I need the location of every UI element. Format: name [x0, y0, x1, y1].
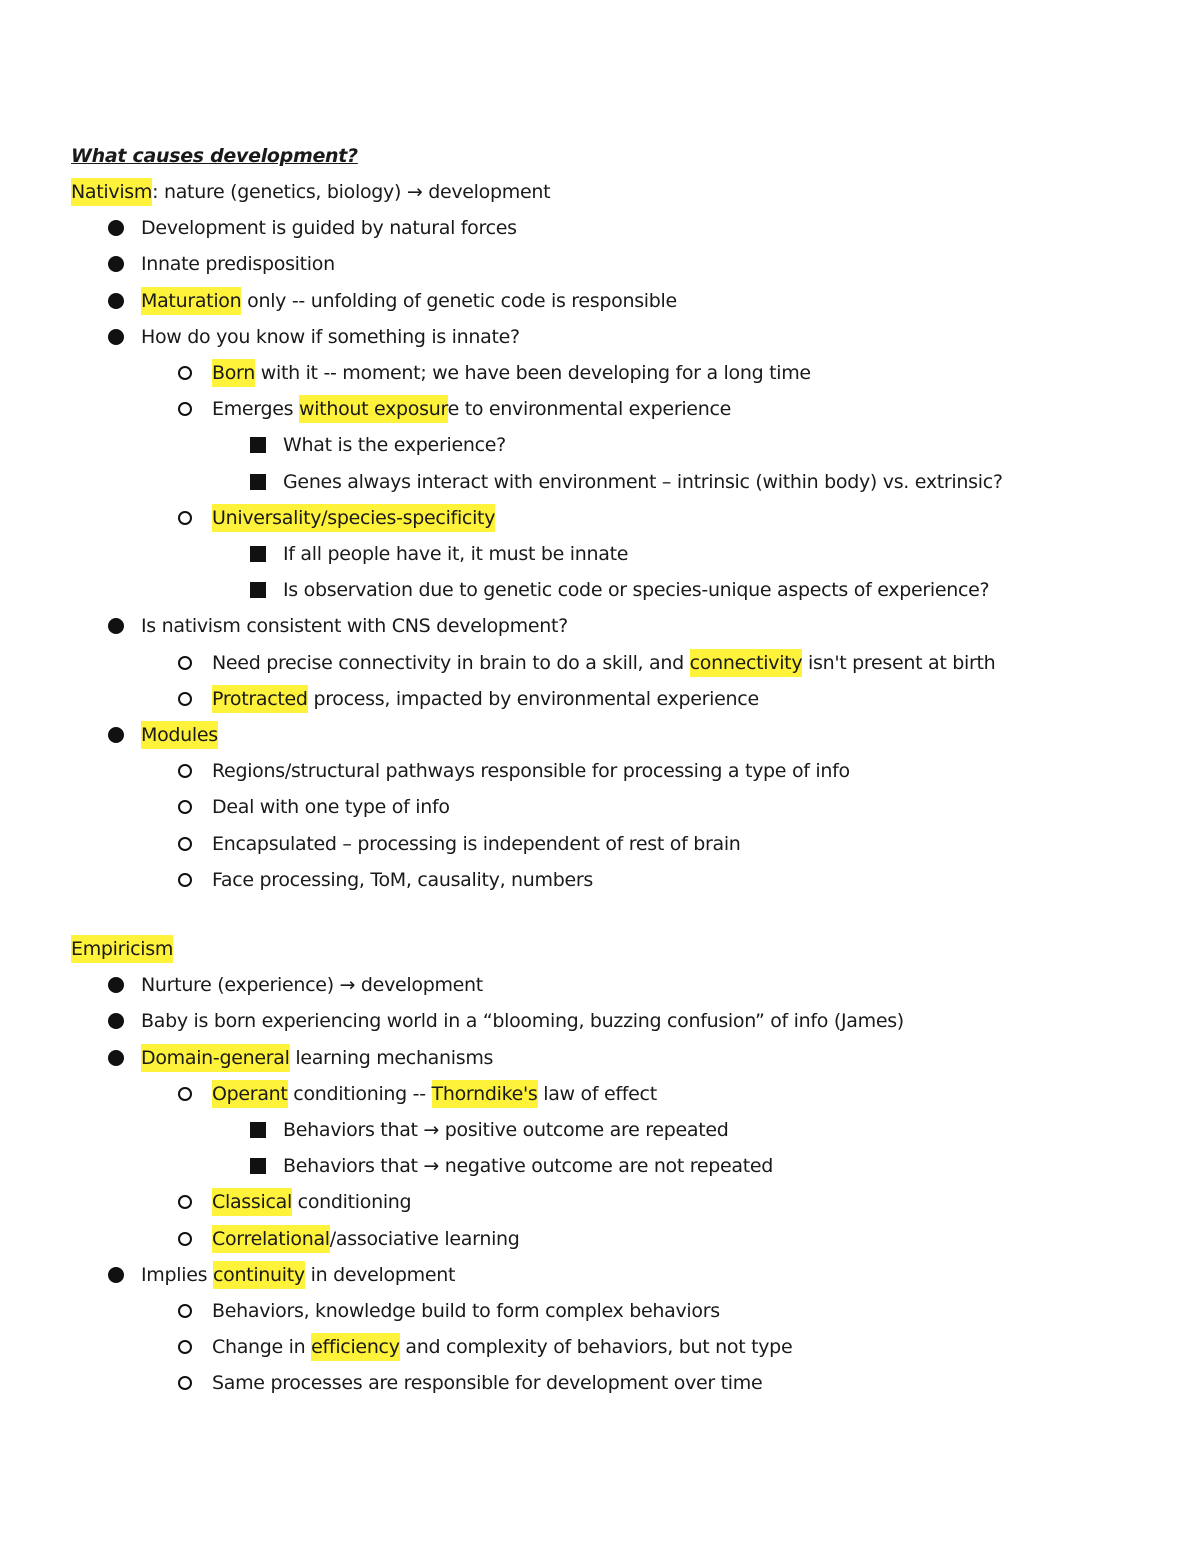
text-segment: Change in: [212, 1336, 312, 1358]
line-text: [212, 1221, 520, 1257]
text-segment: Need precise connectivity in brain to do a skill, and: [212, 652, 690, 674]
text-segment: Face processing, ToM, causality, numbers: [212, 869, 594, 891]
highlighted-term: Domain-general: [141, 1044, 290, 1072]
bullet-icon: [108, 210, 124, 246]
line-text: [141, 1257, 455, 1293]
filled-square-icon: [250, 582, 266, 598]
bullet-icon: [250, 1148, 266, 1184]
line-text: [212, 355, 811, 391]
hollow-circle-icon: [178, 656, 192, 670]
bullet-icon: [178, 826, 192, 862]
text-segment: learning mechanisms: [289, 1047, 494, 1069]
filled-circle-icon: [108, 329, 124, 345]
highlighted-term: Modules: [141, 721, 218, 749]
hollow-circle-icon: [178, 800, 192, 814]
filled-square-icon: [250, 437, 266, 453]
text-segment: Baby is born experiencing world in a “blooming, buzzing confusion” of info (James): [141, 1010, 904, 1032]
highlighted-term: connectivity: [690, 649, 803, 677]
line-text: [283, 536, 628, 572]
text-segment: : nature (genetics, biology) → development: [152, 181, 551, 203]
highlighted-term: Born: [212, 359, 255, 387]
text-segment: Is observation due to genetic code or species-unique aspects of experience?: [283, 579, 990, 601]
line-text: [212, 645, 995, 681]
bullet-icon: [108, 967, 124, 1003]
text-segment: conditioning: [291, 1191, 412, 1213]
line-text: [141, 319, 520, 355]
bullet-icon: [178, 1293, 192, 1329]
line-text: [141, 608, 568, 644]
text-segment: /associative learning: [329, 1228, 520, 1250]
highlighted-term: without exposur: [299, 395, 448, 423]
highlighted-term: continuity: [213, 1261, 305, 1289]
line-text: [141, 1040, 493, 1076]
page-heading: [71, 138, 358, 174]
text-segment: e to environmental experience: [447, 398, 731, 420]
highlighted-term: Classical: [212, 1188, 292, 1216]
hollow-circle-icon: [178, 511, 192, 525]
text-segment: If all people have it, it must be innate: [283, 543, 629, 565]
text-segment: Same processes are responsible for development over time: [212, 1372, 763, 1394]
highlighted-term: Correlational: [212, 1225, 330, 1253]
bullet-icon: [178, 500, 192, 536]
hollow-circle-icon: [178, 764, 192, 778]
filled-square-icon: [250, 1158, 266, 1174]
text-segment: in development: [304, 1264, 456, 1286]
filled-circle-icon: [108, 293, 124, 309]
filled-circle-icon: [108, 977, 124, 993]
bullet-icon: [178, 1076, 192, 1112]
bullet-icon: [250, 464, 266, 500]
text-segment: and complexity of behaviors, but not type: [399, 1336, 793, 1358]
filled-circle-icon: [108, 256, 124, 272]
bullet-icon: [178, 862, 192, 898]
text-segment: conditioning --: [287, 1083, 432, 1105]
line-text: [212, 681, 759, 717]
highlighted-term: Thorndike's: [432, 1080, 538, 1108]
heading-text: What causes development?: [71, 145, 358, 167]
line-text: [141, 967, 483, 1003]
bullet-icon: [250, 572, 266, 608]
line-text: [212, 500, 495, 536]
hollow-circle-icon: [178, 1087, 192, 1101]
hollow-circle-icon: [178, 1376, 192, 1390]
hollow-circle-icon: [178, 402, 192, 416]
text-segment: Regions/structural pathways responsible for processing a type of info: [212, 760, 850, 782]
hollow-circle-icon: [178, 1195, 192, 1209]
highlighted-term: Empiricism: [71, 935, 173, 963]
text-segment: process, impacted by environmental experience: [307, 688, 759, 710]
highlighted-term: Universality/species-specificity: [212, 504, 495, 532]
line-text: [141, 283, 677, 319]
filled-circle-icon: [108, 1050, 124, 1066]
bullet-icon: [178, 681, 192, 717]
line-text: [141, 717, 218, 753]
filled-square-icon: [250, 1122, 266, 1138]
text-segment: Behaviors that → positive outcome are repeated: [283, 1119, 729, 1141]
line-text: [212, 1329, 792, 1365]
hollow-circle-icon: [178, 1304, 192, 1318]
filled-circle-icon: [108, 220, 124, 236]
bullet-icon: [178, 391, 192, 427]
text-segment: Behaviors that → negative outcome are not repeated: [283, 1155, 774, 1177]
line-text: [212, 862, 593, 898]
line-text: [212, 753, 850, 789]
text-segment: Nurture (experience) → development: [141, 974, 483, 996]
text-segment: Is nativism consistent with CNS development?: [141, 615, 568, 637]
bullet-icon: [178, 789, 192, 825]
bullet-icon: [108, 1003, 124, 1039]
text-segment: isn't present at birth: [802, 652, 996, 674]
text-segment: Emerges: [212, 398, 299, 420]
line-text: [141, 210, 517, 246]
bullet-icon: [178, 1329, 192, 1365]
line-text: [141, 1003, 904, 1039]
bullet-icon: [108, 717, 124, 753]
highlighted-term: Nativism: [71, 178, 152, 206]
text-segment: Innate predisposition: [141, 253, 335, 275]
line-text: [212, 1293, 720, 1329]
text-segment: How do you know if something is innate?: [141, 326, 520, 348]
bullet-icon: [108, 608, 124, 644]
bullet-icon: [178, 355, 192, 391]
bullet-icon: [108, 1257, 124, 1293]
hollow-circle-icon: [178, 837, 192, 851]
bullet-icon: [178, 645, 192, 681]
bullet-icon: [178, 753, 192, 789]
text-segment: Development is guided by natural forces: [141, 217, 517, 239]
text-segment: Behaviors, knowledge build to form complex behaviors: [212, 1300, 720, 1322]
line-text: [212, 789, 450, 825]
line-text: [283, 572, 989, 608]
filled-circle-icon: [108, 1013, 124, 1029]
filled-circle-icon: [108, 618, 124, 634]
text-segment: only -- unfolding of genetic code is responsible: [241, 290, 677, 312]
line-text: [71, 931, 173, 967]
bullet-icon: [108, 246, 124, 282]
bullet-icon: [250, 427, 266, 463]
line-text: [71, 174, 550, 210]
hollow-circle-icon: [178, 873, 192, 887]
text-segment: Implies: [141, 1264, 213, 1286]
line-text: [283, 1112, 729, 1148]
line-text: [283, 1148, 773, 1184]
line-text: [212, 1184, 411, 1220]
filled-square-icon: [250, 546, 266, 562]
line-text: [141, 246, 335, 282]
bullet-icon: [250, 1112, 266, 1148]
text-segment: with it -- moment; we have been developing for a long time: [254, 362, 811, 384]
text-segment: What is the experience?: [283, 434, 506, 456]
text-segment: Encapsulated – processing is independent of rest of brain: [212, 833, 741, 855]
bullet-icon: [178, 1365, 192, 1401]
hollow-circle-icon: [178, 366, 192, 380]
highlighted-term: Protracted: [212, 685, 308, 713]
bullet-icon: [178, 1221, 192, 1257]
bullet-icon: [178, 1184, 192, 1220]
highlighted-term: efficiency: [311, 1333, 400, 1361]
line-text: [212, 826, 741, 862]
line-text: [283, 464, 1003, 500]
text-segment: Deal with one type of info: [212, 796, 450, 818]
filled-circle-icon: [108, 727, 124, 743]
line-text: [212, 391, 731, 427]
filled-circle-icon: [108, 1267, 124, 1283]
filled-square-icon: [250, 474, 266, 490]
hollow-circle-icon: [178, 692, 192, 706]
line-text: [283, 427, 506, 463]
bullet-icon: [108, 283, 124, 319]
hollow-circle-icon: [178, 1232, 192, 1246]
highlighted-term: Maturation: [141, 287, 241, 315]
highlighted-term: Operant: [212, 1080, 288, 1108]
hollow-circle-icon: [178, 1340, 192, 1354]
line-text: [212, 1365, 762, 1401]
bullet-icon: [250, 536, 266, 572]
line-text: [212, 1076, 657, 1112]
text-segment: Genes always interact with environment – intrinsic (within body) vs. extrinsic?: [283, 471, 1003, 493]
bullet-icon: [108, 1040, 124, 1076]
bullet-icon: [108, 319, 124, 355]
text-segment: law of effect: [537, 1083, 657, 1105]
